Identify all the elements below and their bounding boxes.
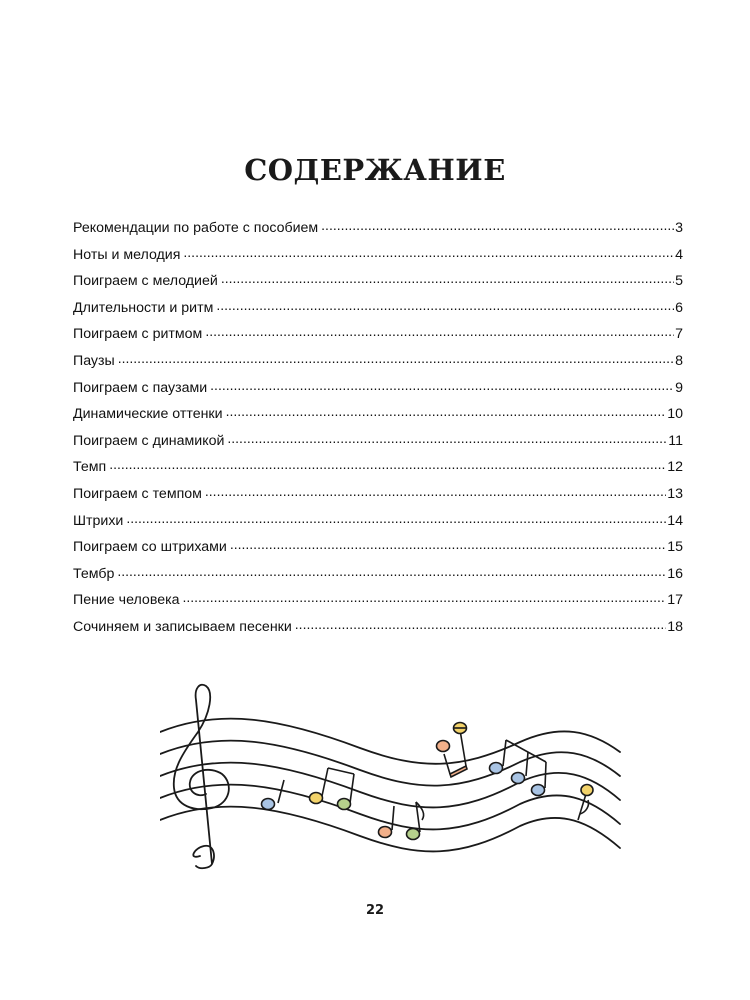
- toc-entry[interactable]: [73, 537, 683, 564]
- dot-leader: [126, 511, 666, 525]
- toc-entry-page: 12: [667, 459, 683, 476]
- toc-entry[interactable]: [73, 617, 683, 644]
- dot-leader: [216, 298, 674, 312]
- dot-leader: [109, 457, 666, 471]
- toc-entry[interactable]: [73, 218, 683, 245]
- page-number: 22: [365, 903, 385, 918]
- toc-entry-label: Поиграем с темпом: [73, 485, 202, 502]
- toc-entry[interactable]: [73, 271, 683, 298]
- dot-leader: [210, 378, 674, 392]
- dot-leader: [321, 218, 674, 232]
- toc-entry-page: 11: [668, 432, 683, 449]
- toc-entry-label: Пение человека: [73, 592, 180, 609]
- toc-entry-page: 9: [675, 379, 683, 396]
- dot-leader: [117, 564, 666, 578]
- dot-leader: [226, 404, 667, 418]
- toc-entry[interactable]: [73, 431, 683, 458]
- music-notes-icon: [160, 670, 630, 880]
- toc-entry-page: 15: [667, 539, 683, 556]
- toc-entry[interactable]: [73, 484, 683, 511]
- toc-entry-label: Поиграем с паузами: [73, 379, 208, 396]
- toc-entry-page: 10: [667, 406, 683, 423]
- toc-entry-page: 4: [675, 246, 683, 263]
- toc-entry-page: 7: [675, 326, 683, 343]
- toc-entry[interactable]: [73, 590, 683, 617]
- toc-entry[interactable]: [73, 511, 683, 538]
- toc-entry-label: Рекомендации по работе с пособием: [73, 220, 319, 236]
- dot-leader: [205, 484, 666, 498]
- toc-entry[interactable]: [73, 564, 683, 591]
- dot-leader: [227, 431, 667, 445]
- toc-entry-label: Тембр: [73, 565, 115, 582]
- toc-entry-page: 13: [667, 485, 683, 502]
- toc-entry-label: Темп: [73, 459, 107, 476]
- toc-entry-page: 3: [675, 220, 683, 236]
- dot-leader: [205, 324, 674, 338]
- toc-entry-page: 17: [667, 592, 683, 609]
- toc-entry[interactable]: [73, 404, 683, 431]
- toc-entry-label: Поиграем со штрихами: [73, 539, 227, 556]
- dot-leader: [230, 537, 666, 551]
- dot-leader: [183, 245, 674, 259]
- toc-entry-page: 14: [667, 512, 683, 529]
- table-of-contents: [73, 218, 683, 644]
- toc-entry[interactable]: [73, 324, 683, 351]
- toc-entry[interactable]: [73, 245, 683, 272]
- toc-entry-page: 5: [675, 273, 683, 290]
- toc-entry[interactable]: [73, 298, 683, 325]
- dot-leader: [183, 590, 667, 604]
- toc-entry-page: 6: [675, 299, 683, 316]
- toc-entry-label: Поиграем с мелодией: [73, 273, 218, 290]
- toc-entry-label: Динамические оттенки: [73, 406, 223, 423]
- music-staff-illustration: [160, 670, 630, 880]
- toc-entry-page: 18: [667, 618, 683, 635]
- toc-entry[interactable]: [73, 457, 683, 484]
- toc-entry-label: Сочиняем и записываем песенки: [73, 618, 292, 635]
- toc-entry[interactable]: [73, 378, 683, 405]
- dot-leader: [221, 271, 674, 285]
- toc-entry-label: Поиграем с ритмом: [73, 326, 203, 343]
- toc-entry-label: Поиграем с динамикой: [73, 432, 225, 449]
- toc-entry[interactable]: [73, 351, 683, 378]
- dot-leader: [295, 617, 666, 631]
- toc-entry-label: Паузы: [73, 352, 115, 369]
- toc-entry-page: 16: [667, 565, 683, 582]
- toc-entry-label: Штрихи: [73, 512, 124, 529]
- page-title: СОДЕРЖАНИЕ: [244, 153, 506, 187]
- toc-entry-label: Длительности и ритм: [73, 299, 214, 316]
- toc-entry-label: Ноты и мелодия: [73, 246, 181, 263]
- toc-entry-page: 8: [675, 352, 683, 369]
- dot-leader: [118, 351, 674, 365]
